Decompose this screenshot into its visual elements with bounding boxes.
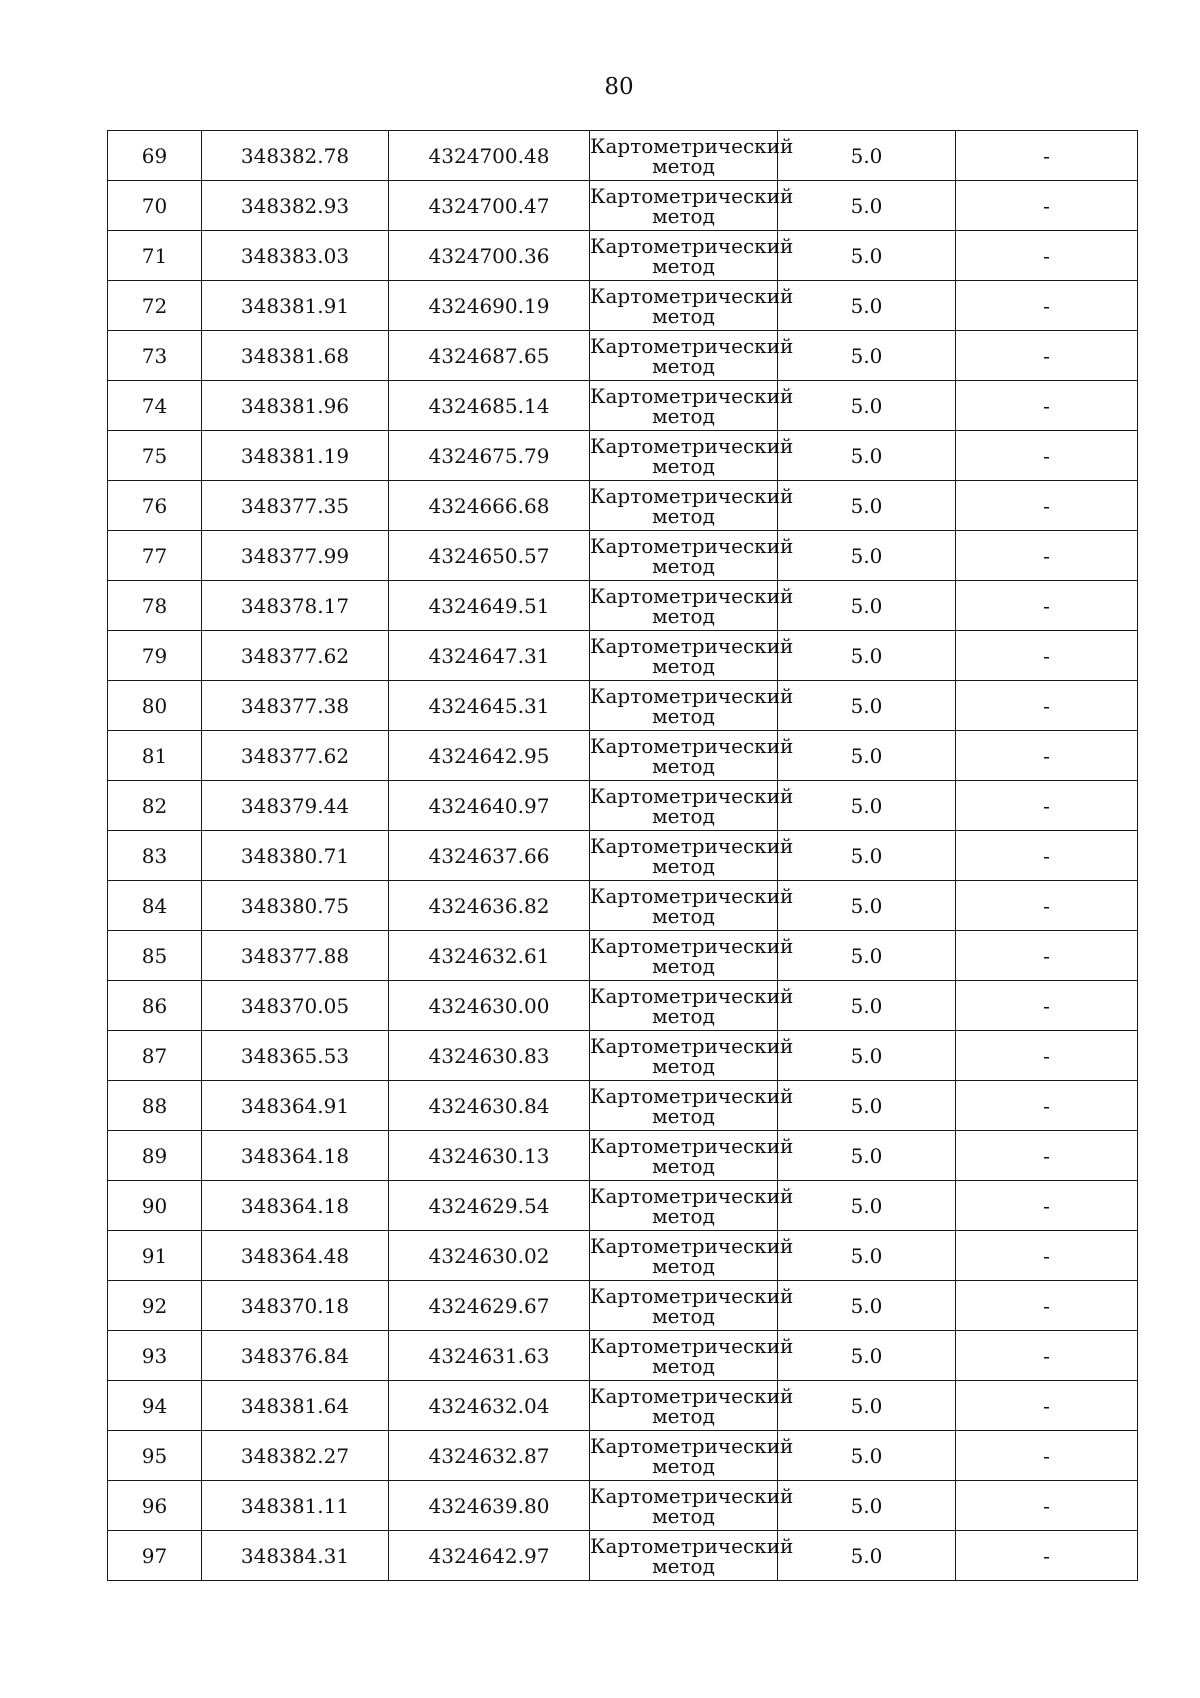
table-row [108, 1081, 1138, 1131]
method-cell: Картометрический метод [590, 631, 778, 681]
note-cell: - [956, 1381, 1138, 1431]
note-cell: - [956, 131, 1138, 181]
x-coordinate-cell: 348370.05 [202, 981, 389, 1031]
table-row [108, 431, 1138, 481]
accuracy-cell: 5.0 [778, 1131, 956, 1181]
x-coordinate-cell: 348382.78 [202, 131, 389, 181]
table-row [108, 1031, 1138, 1081]
x-coordinate-cell: 348381.91 [202, 281, 389, 331]
x-coordinate-cell: 348381.11 [202, 1481, 389, 1531]
x-coordinate-cell: 348377.38 [202, 681, 389, 731]
point-number-cell: 80 [108, 681, 202, 731]
x-coordinate-cell: 348381.19 [202, 431, 389, 481]
table-row [108, 881, 1138, 931]
y-coordinate-cell: 4324640.97 [389, 781, 590, 831]
y-coordinate-cell: 4324632.61 [389, 931, 590, 981]
x-coordinate-cell: 348364.18 [202, 1181, 389, 1231]
method-cell: Картометрический метод [590, 131, 778, 181]
point-number-cell: 89 [108, 1131, 202, 1181]
note-cell: - [956, 781, 1138, 831]
y-coordinate-cell: 4324632.04 [389, 1381, 590, 1431]
table-row [108, 1531, 1138, 1581]
x-coordinate-cell: 348381.96 [202, 381, 389, 431]
y-coordinate-cell: 4324687.65 [389, 331, 590, 381]
point-number-cell: 69 [108, 131, 202, 181]
accuracy-cell: 5.0 [778, 1031, 956, 1081]
coordinates-table [107, 130, 1138, 1581]
x-coordinate-cell: 348377.88 [202, 931, 389, 981]
note-cell: - [956, 931, 1138, 981]
y-coordinate-cell: 4324632.87 [389, 1431, 590, 1481]
note-cell: - [956, 1331, 1138, 1381]
accuracy-cell: 5.0 [778, 1331, 956, 1381]
page-number: 80 [604, 74, 634, 100]
method-cell: Картометрический метод [590, 1031, 778, 1081]
accuracy-cell: 5.0 [778, 331, 956, 381]
point-number-cell: 85 [108, 931, 202, 981]
point-number-cell: 76 [108, 481, 202, 531]
accuracy-cell: 5.0 [778, 781, 956, 831]
y-coordinate-cell: 4324630.83 [389, 1031, 590, 1081]
method-cell: Картометрический метод [590, 1081, 778, 1131]
table-row [108, 981, 1138, 1031]
x-coordinate-cell: 348381.64 [202, 1381, 389, 1431]
accuracy-cell: 5.0 [778, 681, 956, 731]
accuracy-cell: 5.0 [778, 831, 956, 881]
table-row [108, 231, 1138, 281]
note-cell: - [956, 481, 1138, 531]
x-coordinate-cell: 348377.62 [202, 731, 389, 781]
table-row [108, 1231, 1138, 1281]
method-cell: Картометрический метод [590, 1131, 778, 1181]
note-cell: - [956, 831, 1138, 881]
method-cell: Картометрический метод [590, 781, 778, 831]
note-cell: - [956, 1531, 1138, 1581]
note-cell: - [956, 731, 1138, 781]
point-number-cell: 70 [108, 181, 202, 231]
method-cell: Картометрический метод [590, 1181, 778, 1231]
accuracy-cell: 5.0 [778, 131, 956, 181]
table-row [108, 181, 1138, 231]
method-cell: Картометрический метод [590, 531, 778, 581]
y-coordinate-cell: 4324700.47 [389, 181, 590, 231]
point-number-cell: 96 [108, 1481, 202, 1531]
y-coordinate-cell: 4324631.63 [389, 1331, 590, 1381]
table-row [108, 381, 1138, 431]
note-cell: - [956, 1131, 1138, 1181]
table-row [108, 1131, 1138, 1181]
accuracy-cell: 5.0 [778, 931, 956, 981]
x-coordinate-cell: 348376.84 [202, 1331, 389, 1381]
accuracy-cell: 5.0 [778, 1431, 956, 1481]
x-coordinate-cell: 348383.03 [202, 231, 389, 281]
note-cell: - [956, 631, 1138, 681]
method-cell: Картометрический метод [590, 431, 778, 481]
method-cell: Картометрический метод [590, 281, 778, 331]
table-row [108, 331, 1138, 381]
method-cell: Картометрический метод [590, 1281, 778, 1331]
point-number-cell: 78 [108, 581, 202, 631]
x-coordinate-cell: 348382.93 [202, 181, 389, 231]
accuracy-cell: 5.0 [778, 381, 956, 431]
table-row [108, 631, 1138, 681]
y-coordinate-cell: 4324700.36 [389, 231, 590, 281]
note-cell: - [956, 381, 1138, 431]
coordinates-table-body [108, 131, 1138, 1581]
table-row [108, 481, 1138, 531]
x-coordinate-cell: 348364.18 [202, 1131, 389, 1181]
point-number-cell: 82 [108, 781, 202, 831]
point-number-cell: 97 [108, 1531, 202, 1581]
note-cell: - [956, 1431, 1138, 1481]
table-row [108, 681, 1138, 731]
method-cell: Картометрический метод [590, 981, 778, 1031]
method-cell: Картометрический метод [590, 1381, 778, 1431]
point-number-cell: 72 [108, 281, 202, 331]
point-number-cell: 92 [108, 1281, 202, 1331]
x-coordinate-cell: 348365.53 [202, 1031, 389, 1081]
accuracy-cell: 5.0 [778, 581, 956, 631]
x-coordinate-cell: 348378.17 [202, 581, 389, 631]
accuracy-cell: 5.0 [778, 1531, 956, 1581]
point-number-cell: 90 [108, 1181, 202, 1231]
x-coordinate-cell: 348384.31 [202, 1531, 389, 1581]
table-row [108, 831, 1138, 881]
y-coordinate-cell: 4324645.31 [389, 681, 590, 731]
method-cell: Картометрический метод [590, 881, 778, 931]
note-cell: - [956, 581, 1138, 631]
accuracy-cell: 5.0 [778, 1481, 956, 1531]
point-number-cell: 77 [108, 531, 202, 581]
y-coordinate-cell: 4324647.31 [389, 631, 590, 681]
x-coordinate-cell: 348380.71 [202, 831, 389, 881]
table-row [108, 281, 1138, 331]
note-cell: - [956, 531, 1138, 581]
y-coordinate-cell: 4324642.95 [389, 731, 590, 781]
accuracy-cell: 5.0 [778, 1081, 956, 1131]
note-cell: - [956, 281, 1138, 331]
table-row [108, 1481, 1138, 1531]
y-coordinate-cell: 4324700.48 [389, 131, 590, 181]
x-coordinate-cell: 348377.62 [202, 631, 389, 681]
method-cell: Картометрический метод [590, 731, 778, 781]
table-row [108, 1431, 1138, 1481]
method-cell: Картометрический метод [590, 931, 778, 981]
note-cell: - [956, 1031, 1138, 1081]
method-cell: Картометрический метод [590, 1481, 778, 1531]
method-cell: Картометрический метод [590, 1431, 778, 1481]
note-cell: - [956, 681, 1138, 731]
note-cell: - [956, 1081, 1138, 1131]
table-row [108, 1381, 1138, 1431]
point-number-cell: 81 [108, 731, 202, 781]
point-number-cell: 74 [108, 381, 202, 431]
x-coordinate-cell: 348379.44 [202, 781, 389, 831]
point-number-cell: 73 [108, 331, 202, 381]
y-coordinate-cell: 4324629.54 [389, 1181, 590, 1231]
x-coordinate-cell: 348380.75 [202, 881, 389, 931]
method-cell: Картометрический метод [590, 1331, 778, 1381]
note-cell: - [956, 231, 1138, 281]
point-number-cell: 71 [108, 231, 202, 281]
table-row [108, 531, 1138, 581]
y-coordinate-cell: 4324650.57 [389, 531, 590, 581]
note-cell: - [956, 1281, 1138, 1331]
method-cell: Картометрический метод [590, 481, 778, 531]
method-cell: Картометрический метод [590, 331, 778, 381]
accuracy-cell: 5.0 [778, 531, 956, 581]
method-cell: Картометрический метод [590, 231, 778, 281]
method-cell: Картометрический метод [590, 381, 778, 431]
y-coordinate-cell: 4324690.19 [389, 281, 590, 331]
y-coordinate-cell: 4324666.68 [389, 481, 590, 531]
table-row [108, 931, 1138, 981]
note-cell: - [956, 331, 1138, 381]
x-coordinate-cell: 348370.18 [202, 1281, 389, 1331]
x-coordinate-cell: 348377.35 [202, 481, 389, 531]
note-cell: - [956, 181, 1138, 231]
method-cell: Картометрический метод [590, 831, 778, 881]
note-cell: - [956, 881, 1138, 931]
point-number-cell: 84 [108, 881, 202, 931]
point-number-cell: 94 [108, 1381, 202, 1431]
accuracy-cell: 5.0 [778, 1231, 956, 1281]
note-cell: - [956, 431, 1138, 481]
y-coordinate-cell: 4324630.13 [389, 1131, 590, 1181]
y-coordinate-cell: 4324675.79 [389, 431, 590, 481]
table-row [108, 581, 1138, 631]
y-coordinate-cell: 4324649.51 [389, 581, 590, 631]
y-coordinate-cell: 4324630.84 [389, 1081, 590, 1131]
method-cell: Картометрический метод [590, 1231, 778, 1281]
accuracy-cell: 5.0 [778, 981, 956, 1031]
accuracy-cell: 5.0 [778, 1381, 956, 1431]
accuracy-cell: 5.0 [778, 881, 956, 931]
method-cell: Картометрический метод [590, 681, 778, 731]
point-number-cell: 91 [108, 1231, 202, 1281]
y-coordinate-cell: 4324685.14 [389, 381, 590, 431]
accuracy-cell: 5.0 [778, 1281, 956, 1331]
accuracy-cell: 5.0 [778, 231, 956, 281]
accuracy-cell: 5.0 [778, 281, 956, 331]
y-coordinate-cell: 4324630.00 [389, 981, 590, 1031]
point-number-cell: 93 [108, 1331, 202, 1381]
point-number-cell: 86 [108, 981, 202, 1031]
accuracy-cell: 5.0 [778, 731, 956, 781]
table-row [108, 731, 1138, 781]
point-number-cell: 83 [108, 831, 202, 881]
table-row [108, 1181, 1138, 1231]
x-coordinate-cell: 348377.99 [202, 531, 389, 581]
accuracy-cell: 5.0 [778, 1181, 956, 1231]
point-number-cell: 87 [108, 1031, 202, 1081]
x-coordinate-cell: 348381.68 [202, 331, 389, 381]
accuracy-cell: 5.0 [778, 431, 956, 481]
accuracy-cell: 5.0 [778, 181, 956, 231]
point-number-cell: 75 [108, 431, 202, 481]
x-coordinate-cell: 348364.91 [202, 1081, 389, 1131]
y-coordinate-cell: 4324639.80 [389, 1481, 590, 1531]
y-coordinate-cell: 4324630.02 [389, 1231, 590, 1281]
note-cell: - [956, 1231, 1138, 1281]
accuracy-cell: 5.0 [778, 631, 956, 681]
table-row [108, 1331, 1138, 1381]
note-cell: - [956, 1181, 1138, 1231]
y-coordinate-cell: 4324629.67 [389, 1281, 590, 1331]
table-row [108, 1281, 1138, 1331]
point-number-cell: 95 [108, 1431, 202, 1481]
x-coordinate-cell: 348364.48 [202, 1231, 389, 1281]
note-cell: - [956, 1481, 1138, 1531]
point-number-cell: 79 [108, 631, 202, 681]
accuracy-cell: 5.0 [778, 481, 956, 531]
note-cell: - [956, 981, 1138, 1031]
method-cell: Картометрический метод [590, 181, 778, 231]
table-row [108, 781, 1138, 831]
y-coordinate-cell: 4324642.97 [389, 1531, 590, 1581]
table-row [108, 131, 1138, 181]
point-number-cell: 88 [108, 1081, 202, 1131]
method-cell: Картометрический метод [590, 581, 778, 631]
y-coordinate-cell: 4324637.66 [389, 831, 590, 881]
y-coordinate-cell: 4324636.82 [389, 881, 590, 931]
x-coordinate-cell: 348382.27 [202, 1431, 389, 1481]
method-cell: Картометрический метод [590, 1531, 778, 1581]
